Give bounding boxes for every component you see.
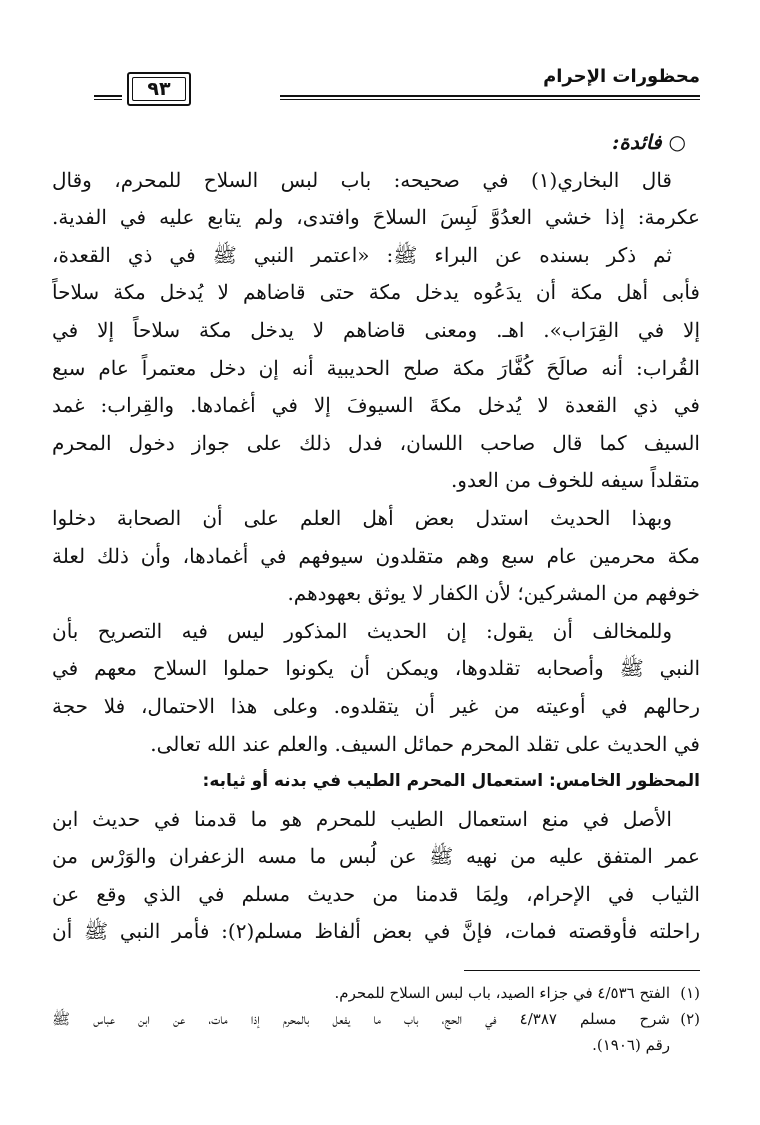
section-heading: المحظور الخامس: استعمال المحرم الطيب في بدنه أو ثيابه: xyxy=(202,771,700,792)
footnote-number: (١) xyxy=(680,984,700,1002)
page-number-frame xyxy=(127,72,191,106)
text-line: فأبى أهل مكة أن يدَعُوه يدخل مكة حتى قاضاهم لا يُدخل مكة سلاحاً xyxy=(52,280,700,305)
text-line: عكرمة: إذا خشي العدُوَّ لَبِسَ السلاحَ وافتدى، ولم يتابع عليه في الفدية. xyxy=(52,205,700,230)
text-line: إلا في القِرَاب». اهـ. ومعنى قاضاهم لا يدخل مكة سلاحاً إلا في xyxy=(52,317,700,342)
text-line: خوفهم من المشركين؛ لأن الكفار لا يوثق بعهودهم. xyxy=(287,581,700,606)
footnote-text: الفتح ٤/٥٣٦ في جزاء الصيد، باب لبس السلاح للمحرم. xyxy=(334,984,670,1002)
text-line: متقلداً سيفه للخوف من العدو. xyxy=(450,468,700,493)
text-line: في ذي القعدة لا يُدخل مكةَ السيوفَ إلا في أغمادها. والقِراب: غمد xyxy=(52,393,700,418)
text-line: في الحديث على تقلد المحرم حمائل السيف. والعلم عند الله تعالى. xyxy=(150,731,700,756)
text-line: عمر المتفق عليه من نهيه ﷺ عن لُبس ما مسه الزعفران والوَرْس من xyxy=(52,844,700,869)
footnote xyxy=(52,980,700,1006)
text-line: مكة محرمين عام سبع وهم متقلدون سيوفهم في أغمادها، وأن ذلك لعلة xyxy=(52,543,700,568)
header-rule-thin xyxy=(280,99,700,100)
text-line: السيف كما قال صاحب اللسان، فدل ذلك على جواز دخول المحرم xyxy=(52,430,700,455)
page-number: ٩٣ xyxy=(132,77,186,101)
note-heading: ○ فائدة: xyxy=(612,130,686,154)
footnote-rule xyxy=(464,970,700,971)
running-title: محظورات الإحرام xyxy=(543,66,700,87)
header-rule-left-thin xyxy=(94,99,122,100)
footnote xyxy=(52,1006,700,1058)
text-line: القُراب: أنه صالَحَ كُفَّارَ مكة صلح الحديبية أنه إن دخل معتمراً عام سبع xyxy=(52,355,700,380)
header-rule-left xyxy=(94,95,122,97)
text-line: قال البخاري(١) في صحيحه: باب لبس السلاح للمحرم، وقال xyxy=(52,167,672,192)
text-line: رحالهم في أوعيته من غير أن يتقلدوه. وعلى هذا الاحتمال، فلا حجة xyxy=(52,693,700,718)
header-rule xyxy=(280,95,700,97)
text-line: النبي ﷺ وأصحابه تقلدوها، ويمكن أن يكونوا حملوا السلاح معهم في xyxy=(52,656,700,681)
text-line: ثم ذكر بسنده عن البراء ﷺ: «اعتمر النبي ﷺ في ذي القعدة، xyxy=(52,242,672,267)
footnote-number: (٢) xyxy=(680,1010,700,1028)
text-line: وللمخالف أن يقول: إن الحديث المذكور ليس فيه التصريح بأن xyxy=(52,618,672,643)
text-line: الثياب في الإحرام، ولِمَا قدمنا من حديث مسلم في الذي وقع عن xyxy=(52,881,700,906)
text-line: الأصل في منع استعمال الطيب للمحرم هو ما قدمنا في حديث ابن xyxy=(52,806,672,831)
main-text xyxy=(52,124,700,951)
text-line: وبهذا الحديث استدل بعض أهل العلم على أن الصحابة دخلوا xyxy=(52,505,672,530)
text-line: راحلته فأوقصته فمات، فإنَّ في بعض ألفاظ مسلم(٢): فأمر النبي ﷺ أن xyxy=(52,919,700,944)
footnote-text: شرح مسلم ٤/٣٨٧ في الحج، باب ما يفعل بالمحرم إذا مات، عن ابن عباس ﷺ xyxy=(52,1010,670,1028)
footnotes xyxy=(52,980,700,1058)
footnote-text: رقم (١٩٠٦). xyxy=(592,1036,670,1054)
